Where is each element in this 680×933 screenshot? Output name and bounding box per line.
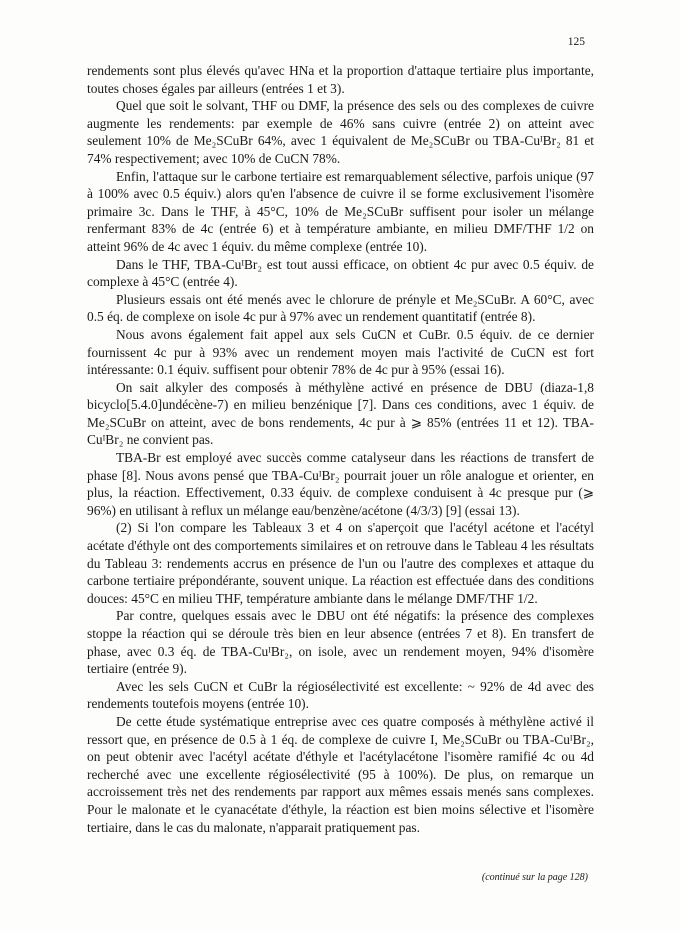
paragraph-10: Par contre, quelques essais avec le DBU ont été négatifs: la présence des complexes stoppe la réaction qui se déroule très bien en leur absence (entrées 7 et 8). En transfert de phase, avec 0.3 éq. de TBA-CuᴵBr₂, on isole, avec un rendement moyen, 94% d'isomère tertiaire (entrée 9). [87,608,594,677]
paragraph-1: rendements sont plus élevés qu'avec HNa et la proportion d'attaque tertiaire plus importante, toutes choses égales par ailleurs (entrées 1 et 3). [87,63,594,96]
paragraph-8: TBA-Br est employé avec succès comme catalyseur dans les réactions de transfert de phase [8]. Nous avons pensé que TBA-CuᴵBr₂ pourrait jouer un rôle analogue et orienter, en plus, la réaction. Effectivement, 0.33 équiv. de complexe conduisent à 4c presque pur (⩾ 96%) en utilisant à reflux un mélange eau/benzène/acétone (4/3/3) [9] (essai 13). [87,450,594,518]
paragraph-7: On sait alkyler des composés à méthylène activé en présence de DBU (diaza-1,8 bicyclo[5.4.0]undécène-7) en milieu benzénique [7]. Dans ces conditions, avec 1 équiv. de Me₂SCuBr on atteint, avec de bons rendements, 4c pur à ⩾ 85% (entrées 11 et 12). TBA-CuᴵBr₂ ne convient pas. [87,379,594,448]
continued-note: (continué sur la page 128) [481,872,588,883]
paragraph-9: (2) Si l'on compare les Tableaux 3 et 4 on s'aperçoit que l'acétyl acétone et l'acétyl acétate d'éthyle ont des comportements similaires et on retrouve dans le Tableau 4 les résultats du Tableau 3: rendements accrus en présence de l'un ou l'autre des complexes et attaque du carbone tertiaire prépondérante, souvent unique. La réaction est effectuée dans des conditions douces: 45°C en milieu THF, température ambiante dans le mélange DMF/THF 1/2. [87,520,594,606]
paragraph-11: Avec les sels CuCN et CuBr la régiosélectivité est excellente: ~ 92% de 4d avec des rendements toutefois moyens (entrée 10). [87,678,594,712]
page-number: 125 [567,36,585,48]
paragraph-5: Plusieurs essais ont été menés avec le chlorure de prényle et Me₂SCuBr. A 60°C, avec 0.5 éq. de complexe on isole 4c pur à 97% avec un rendement quantitatif (entrée 8). [87,291,594,325]
paragraph-6: Nous avons également fait appel aux sels CuCN et CuBr. 0.5 équiv. de ce dernier fournissent 4c pur à 93% avec un rendement moyen mais l'activité de CuCN est fort intéressante: 0.1 équiv. suffisent pour obtenir 78% de 4c pur à 95% (essai 16). [87,326,594,378]
paragraph-2: Quel que soit le solvant, THF ou DMF, la présence des sels ou des complexes de cuivre augmente les rendements: par exemple de 46% sans cuivre (entrée 2) on atteint avec seulement 10% de Me₂SCuBr 64%, avec 1 équivalent de Me₂SCuBr ou TBA-CuᴵBr₂ 81 et 74% respectivement; avec 10% de CuCN 78%. [87,98,594,166]
body-text [87,62,594,836]
paragraph-3: Enfin, l'attaque sur le carbone tertiaire est remarquablement sélective, parfois unique (97 à 100% avec 0.5 équiv.) alors qu'en l'absence de cuivre il se forme exclusivement l'isomère primaire 3c. Dans le THF, à 45°C, 10% de Me₂SCuBr suffisent pour isoler un mélange renfermant 83% de 4c (entrée 6) et à température ambiante, en milieu DMF/THF 1/2 on atteint 96% de 4c avec 1 équiv. du même complexe (entrée 10). [87,168,594,254]
paragraph-4: Dans le THF, TBA-CuᴵBr₂ est tout aussi efficace, on obtient 4c pur avec 0.5 équiv. de complexe à 45°C (entrée 4). [87,256,594,290]
paragraph-12: De cette étude systématique entreprise avec ces quatre composés à méthylène activé il ressort que, en présence de 0.5 à 1 éq. de complexe de cuivre I, Me₂SCuBr ou TBA-CuᴵBr₂, on peut obtenir avec l'acétyl acétate d'éthyle et l'acétylacétone l'isomère ramifié 4c ou 4d recherché avec une excellente régiosélectivité (95 à 100%). De plus, on remarque un accroissement très net des rendements par rapport aux mêmes essais menés sans complexes. Pour le malonate et le cyanacétate d'éthyle, la réaction est bien moins sélective et l'isomère tertiaire, dans le cas du malonate, n'apparait pratiquement pas. [87,713,594,835]
